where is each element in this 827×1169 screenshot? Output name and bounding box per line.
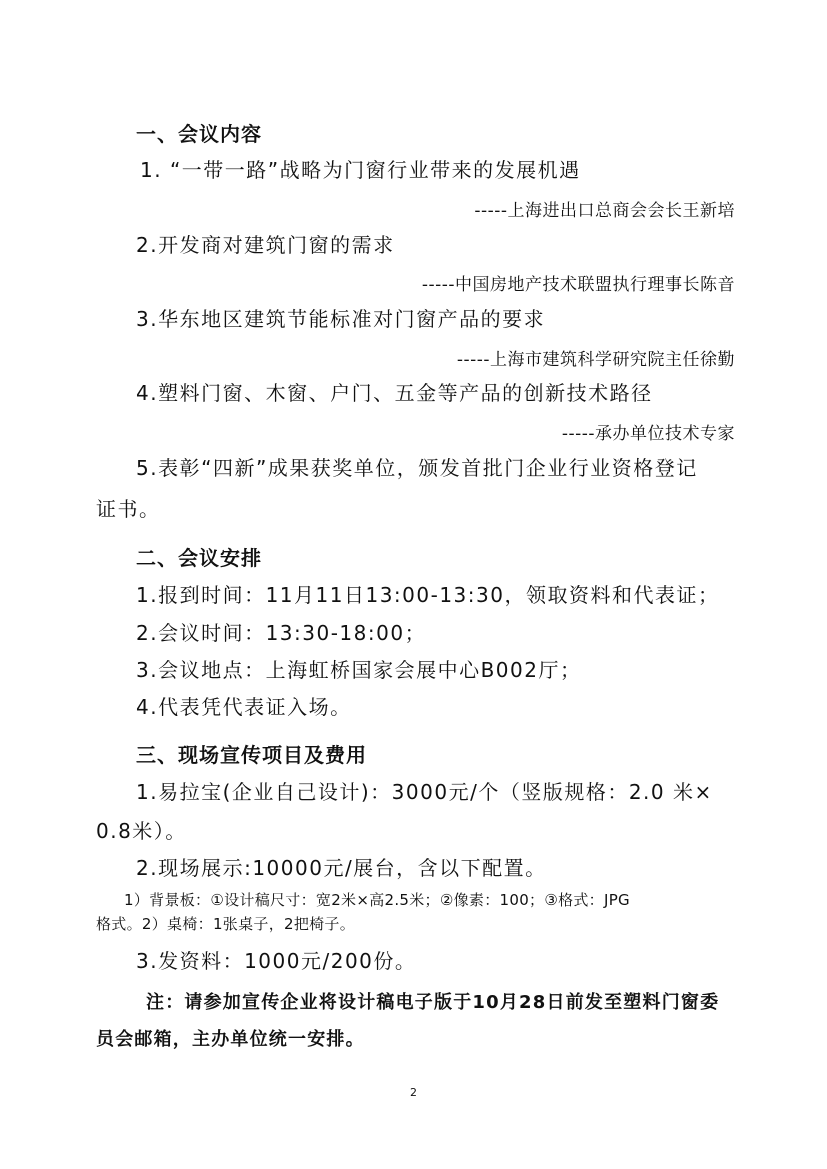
section2-item4: 4.代表凭代表证入场。 (136, 695, 352, 719)
page-number: 2 (410, 1086, 417, 1099)
section3-item1-line2: 0.8米）。 (96, 819, 187, 843)
section1-item1-speaker: -----上海进出口总商会会长王新培 (474, 201, 735, 221)
section2-item1: 1.报到时间：11月11日13:00-13:30，领取资料和代表证； (136, 583, 720, 607)
section3-item3: 3.发资料：1000元/200份。 (136, 949, 417, 973)
section1-item2: 2.开发商对建筑门窗的需求 (136, 233, 395, 257)
section1-item3: 3.华东地区建筑节能标准对门窗产品的要求 (136, 307, 546, 331)
section3-item1-line1: 1.易拉宝(企业自己设计)：3000元/个（竖版规格：2.0 米× (136, 780, 713, 804)
note-line2: 员会邮箱，主办单位统一安排。 (96, 1029, 365, 1050)
section1-item3-speaker: -----上海市建筑科学研究院主任徐勤 (456, 350, 735, 370)
section3-config-line2: 格式。2）桌椅：1张桌子，2把椅子。 (96, 915, 356, 933)
section1-item5-line1: 5.表彰“四新”成果获奖单位，颁发首批门企业行业资格登记 (136, 456, 698, 480)
section3-config-line1: 1）背景板：①设计稿尺寸：宽2米×高2.5米；②像素：100；③格式：JPG (124, 891, 630, 909)
note-line1: 注：请参加宣传企业将设计稿电子版于10月28日前发至塑料门窗委 (146, 992, 720, 1013)
section1-item1: 1. “一带一路”战略为门窗行业带来的发展机遇 (140, 158, 581, 182)
section2-heading: 二、会议安排 (136, 546, 262, 570)
section3-heading: 三、现场宣传项目及费用 (136, 743, 367, 767)
section3-item2: 2.现场展示:10000元/展台，含以下配置。 (136, 856, 547, 880)
section2-item2: 2.会议时间：13:30-18:00； (136, 621, 427, 645)
section1-item2-speaker: -----中国房地产技术联盟执行理事长陈音 (421, 275, 735, 295)
section1-item4-speaker: -----承办单位技术专家 (561, 424, 735, 444)
section1-item4: 4.塑料门窗、木窗、户门、五金等产品的创新技术路径 (136, 381, 653, 405)
section1-item5-line2: 证书。 (96, 497, 161, 521)
section1-heading: 一、会议内容 (136, 122, 262, 146)
section2-item3: 3.会议地点：上海虹桥国家会展中心B002厅； (136, 658, 582, 682)
